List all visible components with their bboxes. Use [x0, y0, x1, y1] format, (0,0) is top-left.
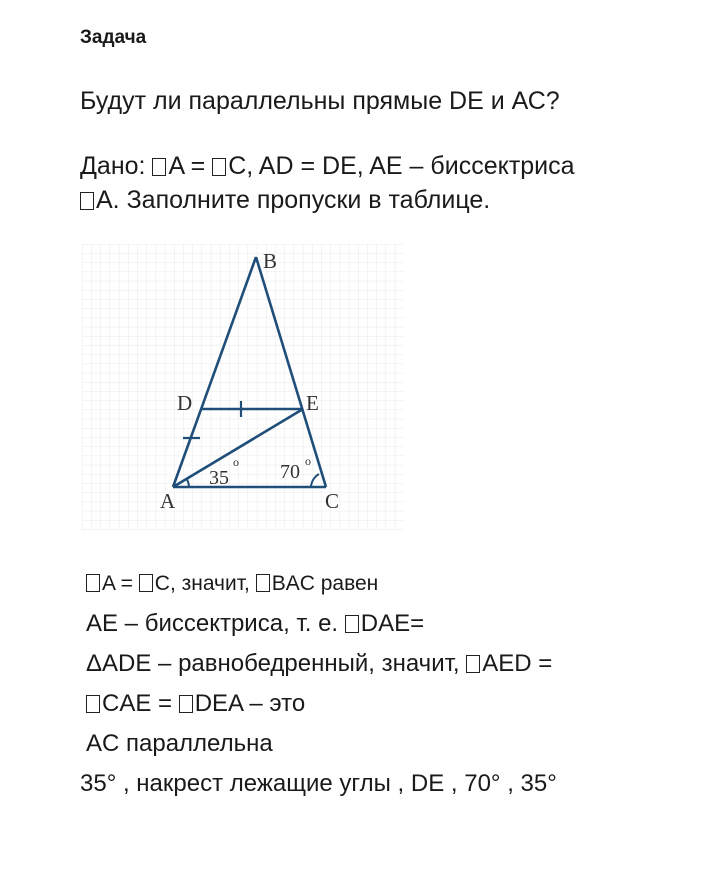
answer-line-3-a: ΔADE – равнобедренный, значит,: [86, 650, 467, 677]
given-prefix: Дано:: [80, 152, 153, 180]
answer-line-1-a: A =: [102, 572, 139, 595]
answer-line-1: [86, 572, 378, 596]
answer-line-2-b: DAE=: [360, 610, 425, 637]
degree-mark-c: o: [305, 454, 311, 468]
given-line-2-text: A. Заполните пропуски в таблице.: [96, 186, 491, 214]
answer-line-2: [86, 610, 424, 638]
given-part-b: C, AD = DE, AE – биссектриса: [228, 152, 575, 180]
answer-line-3: [86, 650, 552, 678]
answer-options: 35° , накрест лежащие углы , DE , 70° , 35°: [80, 770, 557, 797]
missing-glyph-box: [80, 192, 94, 210]
missing-glyph-box: [212, 158, 226, 176]
answer-line-4-a: CAE =: [102, 690, 179, 717]
given-part-a: A =: [168, 152, 213, 180]
answer-line-4-b: DEA – это: [194, 690, 306, 717]
triangle-figure: [82, 244, 404, 530]
label-b: B: [263, 249, 278, 273]
answer-line-2-a: AE – биссектриса, т. е.: [86, 610, 345, 637]
missing-glyph-box: [86, 574, 100, 592]
task-heading: Задача: [80, 27, 147, 48]
given-line-2: [80, 183, 680, 217]
given-line-1: [80, 149, 680, 183]
answer-line-5: AC параллельна: [86, 730, 273, 757]
answer-line-4: [86, 690, 305, 718]
missing-glyph-box: [256, 574, 270, 592]
missing-glyph-box: [466, 655, 480, 673]
missing-glyph-box: [139, 574, 153, 592]
task-question: Будут ли параллельны прямые DE и АС?: [80, 87, 560, 115]
missing-glyph-box: [152, 158, 166, 176]
answer-line-1-c: BAC равен: [271, 572, 379, 595]
label-c: C: [325, 489, 340, 513]
answer-line-3-b: AED =: [482, 650, 553, 677]
label-e: E: [306, 391, 319, 415]
degree-mark-a: o: [233, 455, 239, 469]
answer-line-1-b: C, значит,: [154, 572, 256, 595]
label-d: D: [177, 391, 193, 415]
angle-value-a: 35: [209, 467, 229, 489]
angle-value-c: 70: [280, 461, 300, 483]
missing-glyph-box: [345, 615, 359, 633]
missing-glyph-box: [86, 695, 100, 713]
given-conditions: [80, 149, 680, 217]
label-a: A: [160, 489, 176, 513]
triangle-diagram: [82, 244, 404, 530]
missing-glyph-box: [179, 695, 193, 713]
